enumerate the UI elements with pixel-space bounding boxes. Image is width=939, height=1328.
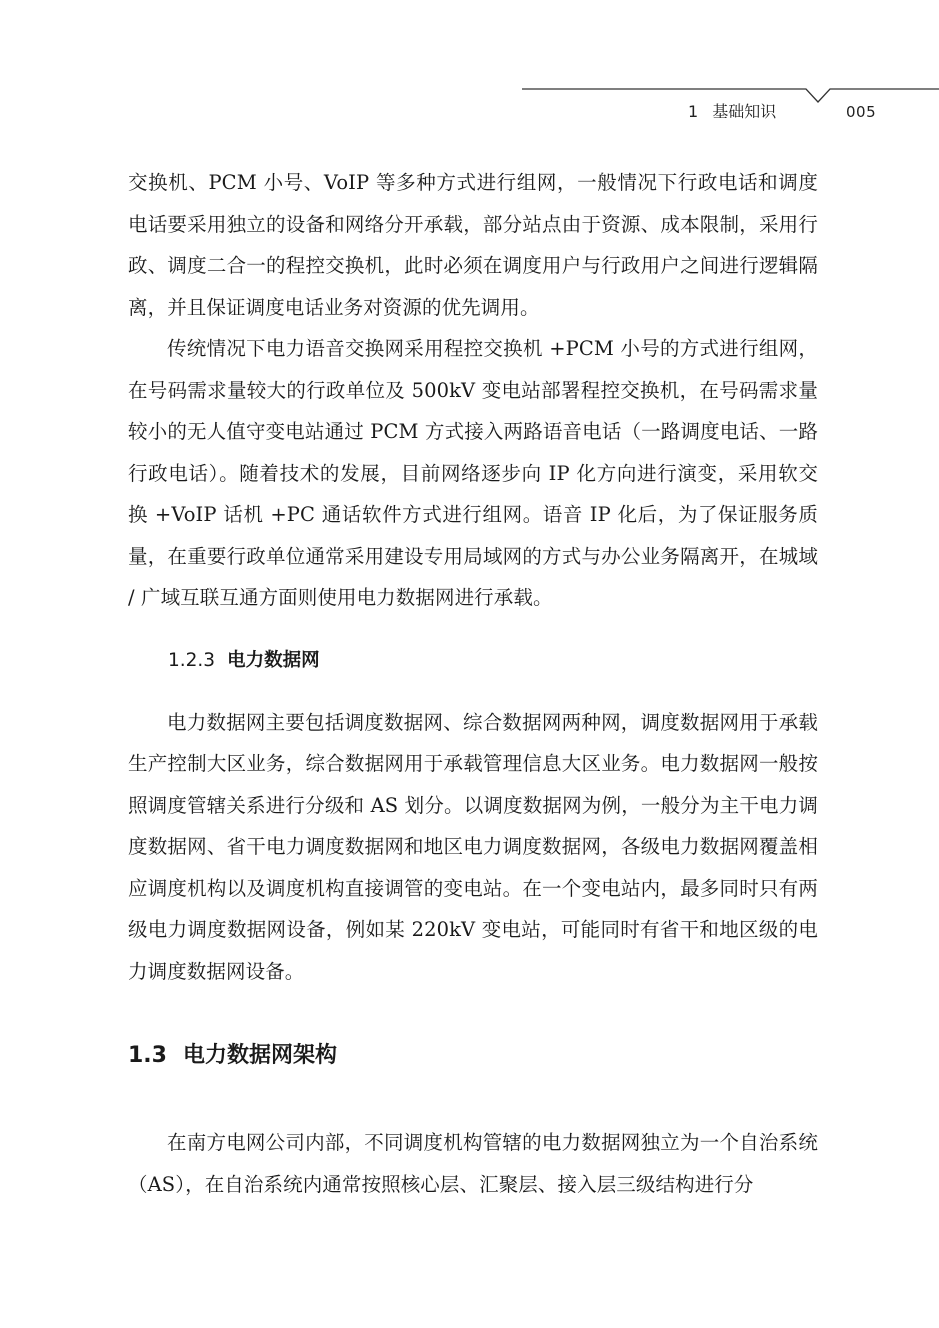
section-number: 1.2.3 — [168, 649, 216, 671]
section-number: 1.3 — [128, 1043, 167, 1068]
page-number: 005 — [846, 103, 877, 121]
paragraph-data-network: 电力数据网主要包括调度数据网、综合数据网两种网，调度数据网用于承载生产控制大区业务，综合数据网用于承载管理信息大区业务。电力数据网一般按照调度管辖关系进行分级和 AS 划分。以调度数据网为例，一般分为主干电力调度数据网、省干电力调度数据网和地区电力调度数据网，各级电力数据网覆盖相应调度机构以及调度机构直接调管的变电站。在一个变电站内，最多同时只有两级电力调度数据网设备，例如某 220kV 变电站，可能同时有省干和地区级的电力调度数据网设备。 — [128, 710, 818, 983]
paragraph-voice-network: 传统情况下电力语音交换网采用程控交换机 +PCM 小号的方式进行组网，在号码需求量较大的行政单位及 500kV 变电站部署程控交换机，在号码需求量较小的无人值守变电站通过 PCM 方式接入两路语音电话（一路调度电话、一路行政电话）。随着技术的发展，目前网络逐步向 IP 化方向进行演变，采用软交换 +VoIP 话机 +PC 通话软件方式进行组网。语音 IP 化后，为了保证服务质量，在重要行政单位通常采用建设专用局域网的方式与办公业务隔离开，在城域 / 广域互联互通方面则使用电力数据网进行承载。 — [128, 337, 818, 609]
section-heading-1-2-3 — [168, 649, 818, 673]
paragraph-architecture: 在南方电网公司内部，不同调度机构管辖的电力数据网独立为一个自治系统（AS），在自治系统内通常按照核心层、汇聚层、接入层三级结构进行分 — [128, 1131, 818, 1196]
running-head — [0, 0, 939, 140]
paragraph-continued: 交换机、PCM 小号、VoIP 等多种方式进行组网，一般情况下行政电话和调度电话要采用独立的设备和网络分开承载，部分站点由于资源、成本限制，采用行政、调度二合一的程控交换机，此时必须在调度用户与行政用户之间进行逻辑隔离，并且保证调度电话业务对资源的优先调用。 — [128, 171, 818, 319]
chapter-title: 基础知识 — [712, 102, 777, 121]
running-head-chapter — [688, 101, 776, 123]
chapter-number: 1 — [688, 102, 699, 121]
page-body — [128, 162, 818, 1205]
section-title: 电力数据网架构 — [182, 1043, 337, 1068]
section-heading-1-3 — [128, 1041, 818, 1071]
section-title: 电力数据网 — [227, 649, 320, 671]
header-rule — [0, 0, 939, 140]
